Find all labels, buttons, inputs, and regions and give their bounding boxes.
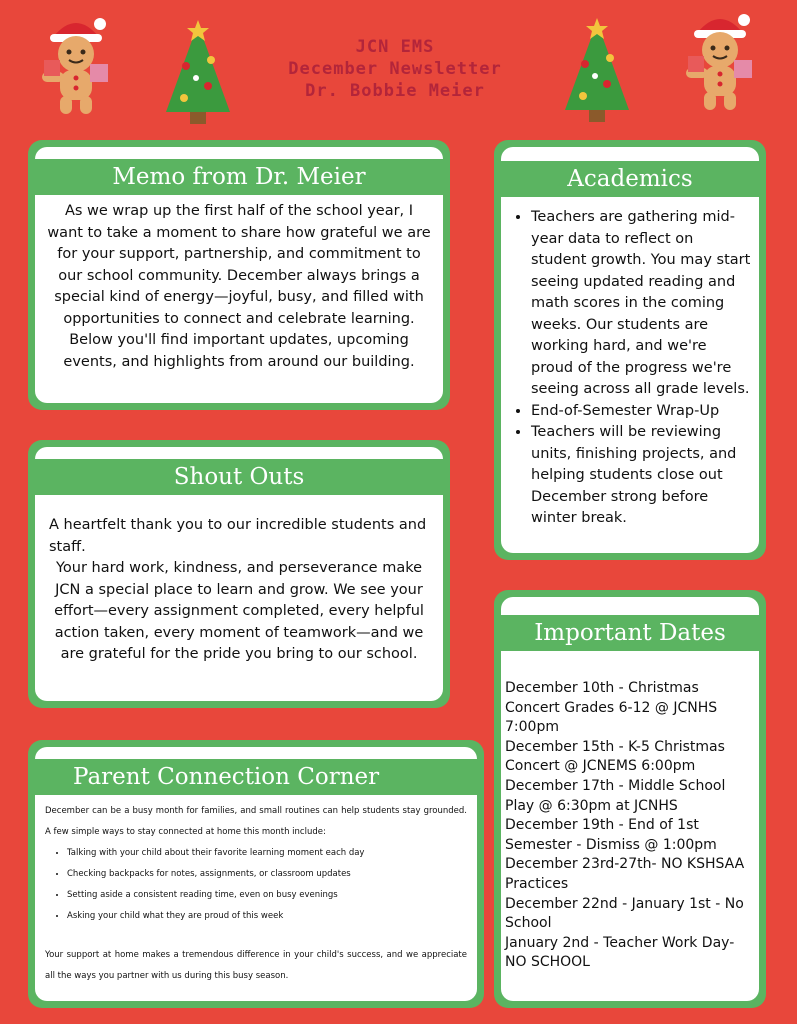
dates-card: [494, 590, 766, 1008]
shout-outs-title: Shout Outs: [28, 459, 450, 495]
parent-intro: December can be a busy month for families, and small routines can help students stay grounded. A few simple ways to stay connected at home this month include:: [45, 806, 467, 837]
academics-body: [511, 207, 753, 530]
dates-list: [505, 679, 755, 973]
academics-list: [511, 207, 753, 530]
memo-title: Memo from Dr. Meier: [28, 159, 450, 195]
gingerbread-icon: [680, 10, 760, 114]
list-item: December 23rd-27th- NO KSHSAA Practices: [505, 856, 745, 892]
list-item: January 2nd - Teacher Work Day- NO SCHOOL: [505, 934, 735, 971]
school-name: JCN EMS: [355, 37, 435, 57]
memo-card: [28, 140, 450, 410]
list-item: December 19th - End of 1st Semester - Dismiss @ 1:00pm: [505, 817, 717, 853]
dates-title: Important Dates: [494, 615, 766, 651]
parent-corner-title: Parent Connection Corner: [28, 759, 484, 795]
parent-corner-body: [45, 801, 467, 987]
list-item: December 22nd - January 1st - No School: [505, 895, 744, 932]
list-item: December 15th - K-5 Christmas Concert @ JCNEMS 6:00pm: [505, 738, 725, 775]
gingerbread-icon: [36, 14, 116, 118]
academics-card: [494, 140, 766, 560]
shout-outs-body: [49, 515, 429, 666]
shout-outs-line2: Your hard work, kindness, and perseverance make JCN a special place to learn and grow. We see your effort—every assignment completed, every helpful action taken, every moment of teamwork—and we are grateful for the pride you bring to our school.: [54, 560, 424, 662]
christmas-tree-icon: [555, 14, 639, 124]
list-item: December 17th - Middle School Play @ 6:30pm at JCNHS: [505, 777, 726, 814]
list-item: • Checking backpacks for notes, assignments, or classroom updates: [67, 864, 467, 885]
parent-closing: Your support at home makes a tremendous difference in your child's success, and we appreciate all the ways you partner with us during this busy season.: [45, 950, 467, 981]
list-item: • Talking with your child about their favorite learning moment each day: [67, 843, 467, 864]
list-item: • Asking your child what they are proud of this week: [67, 906, 467, 927]
newsletter-title: December Newsletter: [288, 59, 502, 79]
list-item: • Setting aside a consistent reading time, even on busy evenings: [67, 885, 467, 906]
newsletter-header: [240, 36, 550, 102]
list-item: December 10th - Christmas Concert Grades 6-12 @ JCNHS 7:00pm: [505, 680, 718, 736]
parent-tips-list: [45, 843, 467, 927]
shout-outs-card: [28, 440, 450, 708]
shout-outs-line1: A heartfelt thank you to our incredible students and staff.: [49, 517, 427, 555]
list-item: • End-of-Semester Wrap-Up: [531, 401, 753, 423]
newsletter-author: Dr. Bobbie Meier: [305, 81, 485, 101]
list-item: • Teachers are gathering mid-year data to reflect on student growth. You may start seeing updated reading and math scores in the coming weeks. Our students are working hard, and we're proud of the progress we're seeing across all grade levels.: [531, 207, 753, 401]
list-item: • Teachers will be reviewing units, finishing projects, and helping students close out December strong before winter break.: [531, 422, 753, 530]
parent-corner-card: [28, 740, 484, 1008]
academics-title: Academics: [494, 161, 766, 197]
christmas-tree-icon: [156, 16, 240, 126]
memo-body: As we wrap up the first half of the school year, I want to take a moment to share how grateful we are for your support, partnership, and commitment to our school community. December always brings a special kind of energy—joyful, busy, and filled with opportunities to connect and celebrate learning. Below you'll find important updates, upcoming events, and highlights from around our building.: [47, 203, 431, 370]
